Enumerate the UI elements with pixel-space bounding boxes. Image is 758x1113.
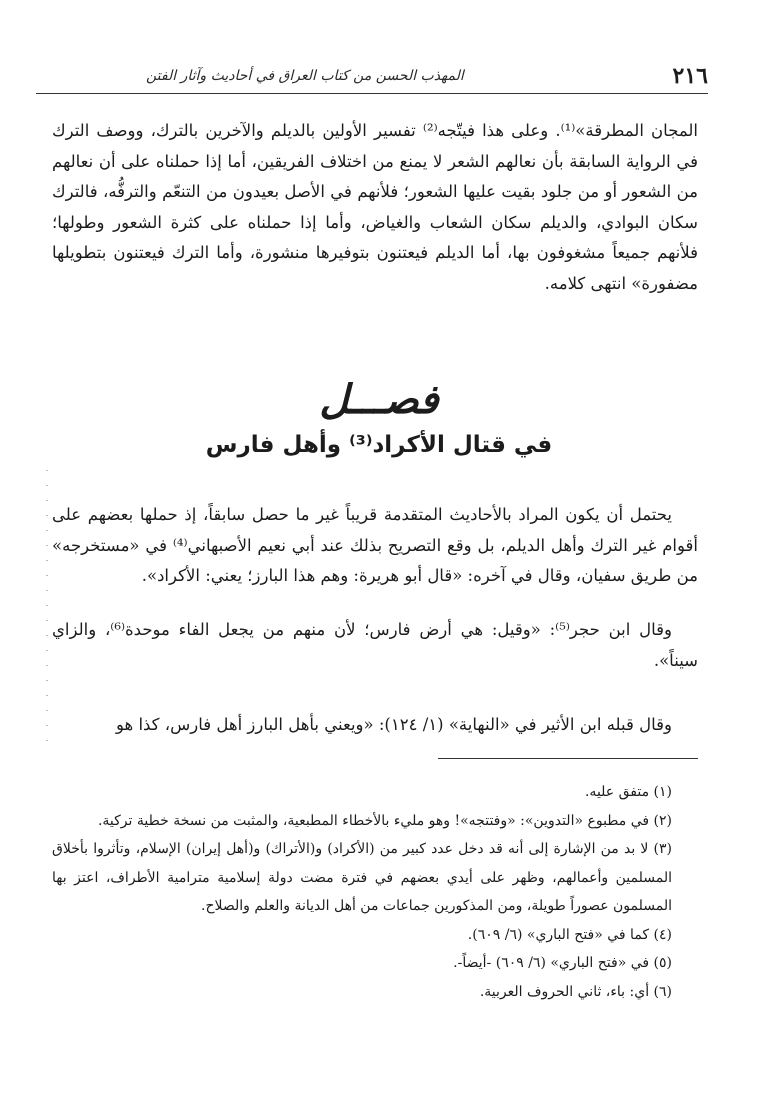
margin-dots-decoration [46,470,48,750]
paragraph-4 [52,710,698,741]
paragraph-1 [52,116,698,299]
paragraph-4-text: وقال قبله ابن الأثير في «النهاية» (١/ ١٢٤): «ويعني بأهل البارز أهل فارس، كذا هو [115,715,672,734]
paragraph-1-text: المجان المطرقة»⁽¹⁾. وعلى هذا فيتّجه⁽²⁾ تفسير الأولين بالديلم والآخرين بالترك، ووصف الترك في الرواية السابقة بأن نعالهم الشعر لا يمنع من اختلاف الفريقين، أما إذا حملناه على أن نعالهم من الشعور أو من جلود بقيت عليها الشعور؛ فلأنهم في الأصل بعيدون من التنعّم والترفُّه، فالترك سكان البوادي، والديلم سكان الشعاب والغياض، وأما إذا حملناه على كثرة الشعور وطولها؛ فلأنهم جميعاً مشغوفون بها، أما الديلم فيعتنون بتوفيرها منشورة، وأما الترك فيعتنون بتطويلها مضفورة» انتهى كلامه. [52,121,698,293]
paragraph-2-text: يحتمل أن يكون المراد بالأحاديث المتقدمة قريباً غير ما حصل سابقاً، إذ حملها بعضهم على أقوام غير الترك وأهل الديلم، بل وقع التصريح بذلك عند أبي نعيم الأصبهاني⁽⁴⁾ في «مستخرجه» من طريق سفيان، وقال في آخره: «قال أبو هريرة: وهم هذا البارز؛ يعني: الأكراد». [52,505,698,585]
footnotes [52,778,698,1006]
section-title: في قتال الأكراد⁽³⁾ وأهل فارس [205,432,553,458]
chapter-heading-fasl: فصـــل [319,376,439,423]
header-rule [36,93,708,94]
page-header [36,58,708,94]
footnote-3: (٣) لا بد من الإشارة إلى أنه قد دخل عدد كبير من (الأكراد) و(الأتراك) و(أهل إيران) الإسلام، وتأثروا بأخلاق المسلمين وأعمالهم، وظهر على أيدي بعضهم في فترة مضت دولة إسلامية مترامية الأطراف، اعتز بها المسلمون عصوراً طويلة، ومن المذكورين جماعات من أهل الديانة والعلم والصلاح. [52,841,672,914]
paragraph-3 [52,615,698,676]
footnote-5: (٥) في «فتح الباري» (٦/ ٦٠٩) -أيضاً-. [453,955,672,971]
paragraph-3-text: وقال ابن حجر⁽⁵⁾: «وقيل: هي أرض فارس؛ لأن منهم من يجعل الفاء موحدة⁽⁶⁾، والزاي سيناً». [52,620,698,670]
footnote-separator [438,758,698,759]
paragraph-2 [52,500,698,592]
footnote-4: (٤) كما في «فتح الباري» (٦/ ٦٠٩). [467,926,672,943]
footnote-6: (٦) أي: باء، ثاني الحروف العربية. [479,983,672,1000]
page-number: ٢١٦ [672,63,708,89]
running-title: المهذب الحسن من كتاب العراق في أحاديث وآثار الفتن [146,68,464,84]
footnote-2: (٢) في مطبوع «التدوين»: «وفتتجه»! وهو مليء بالأخطاء المطبعية، والمثبت من نسخة خطية تركية. [97,812,672,829]
footnote-1: (١) متفق عليه. [584,784,672,800]
